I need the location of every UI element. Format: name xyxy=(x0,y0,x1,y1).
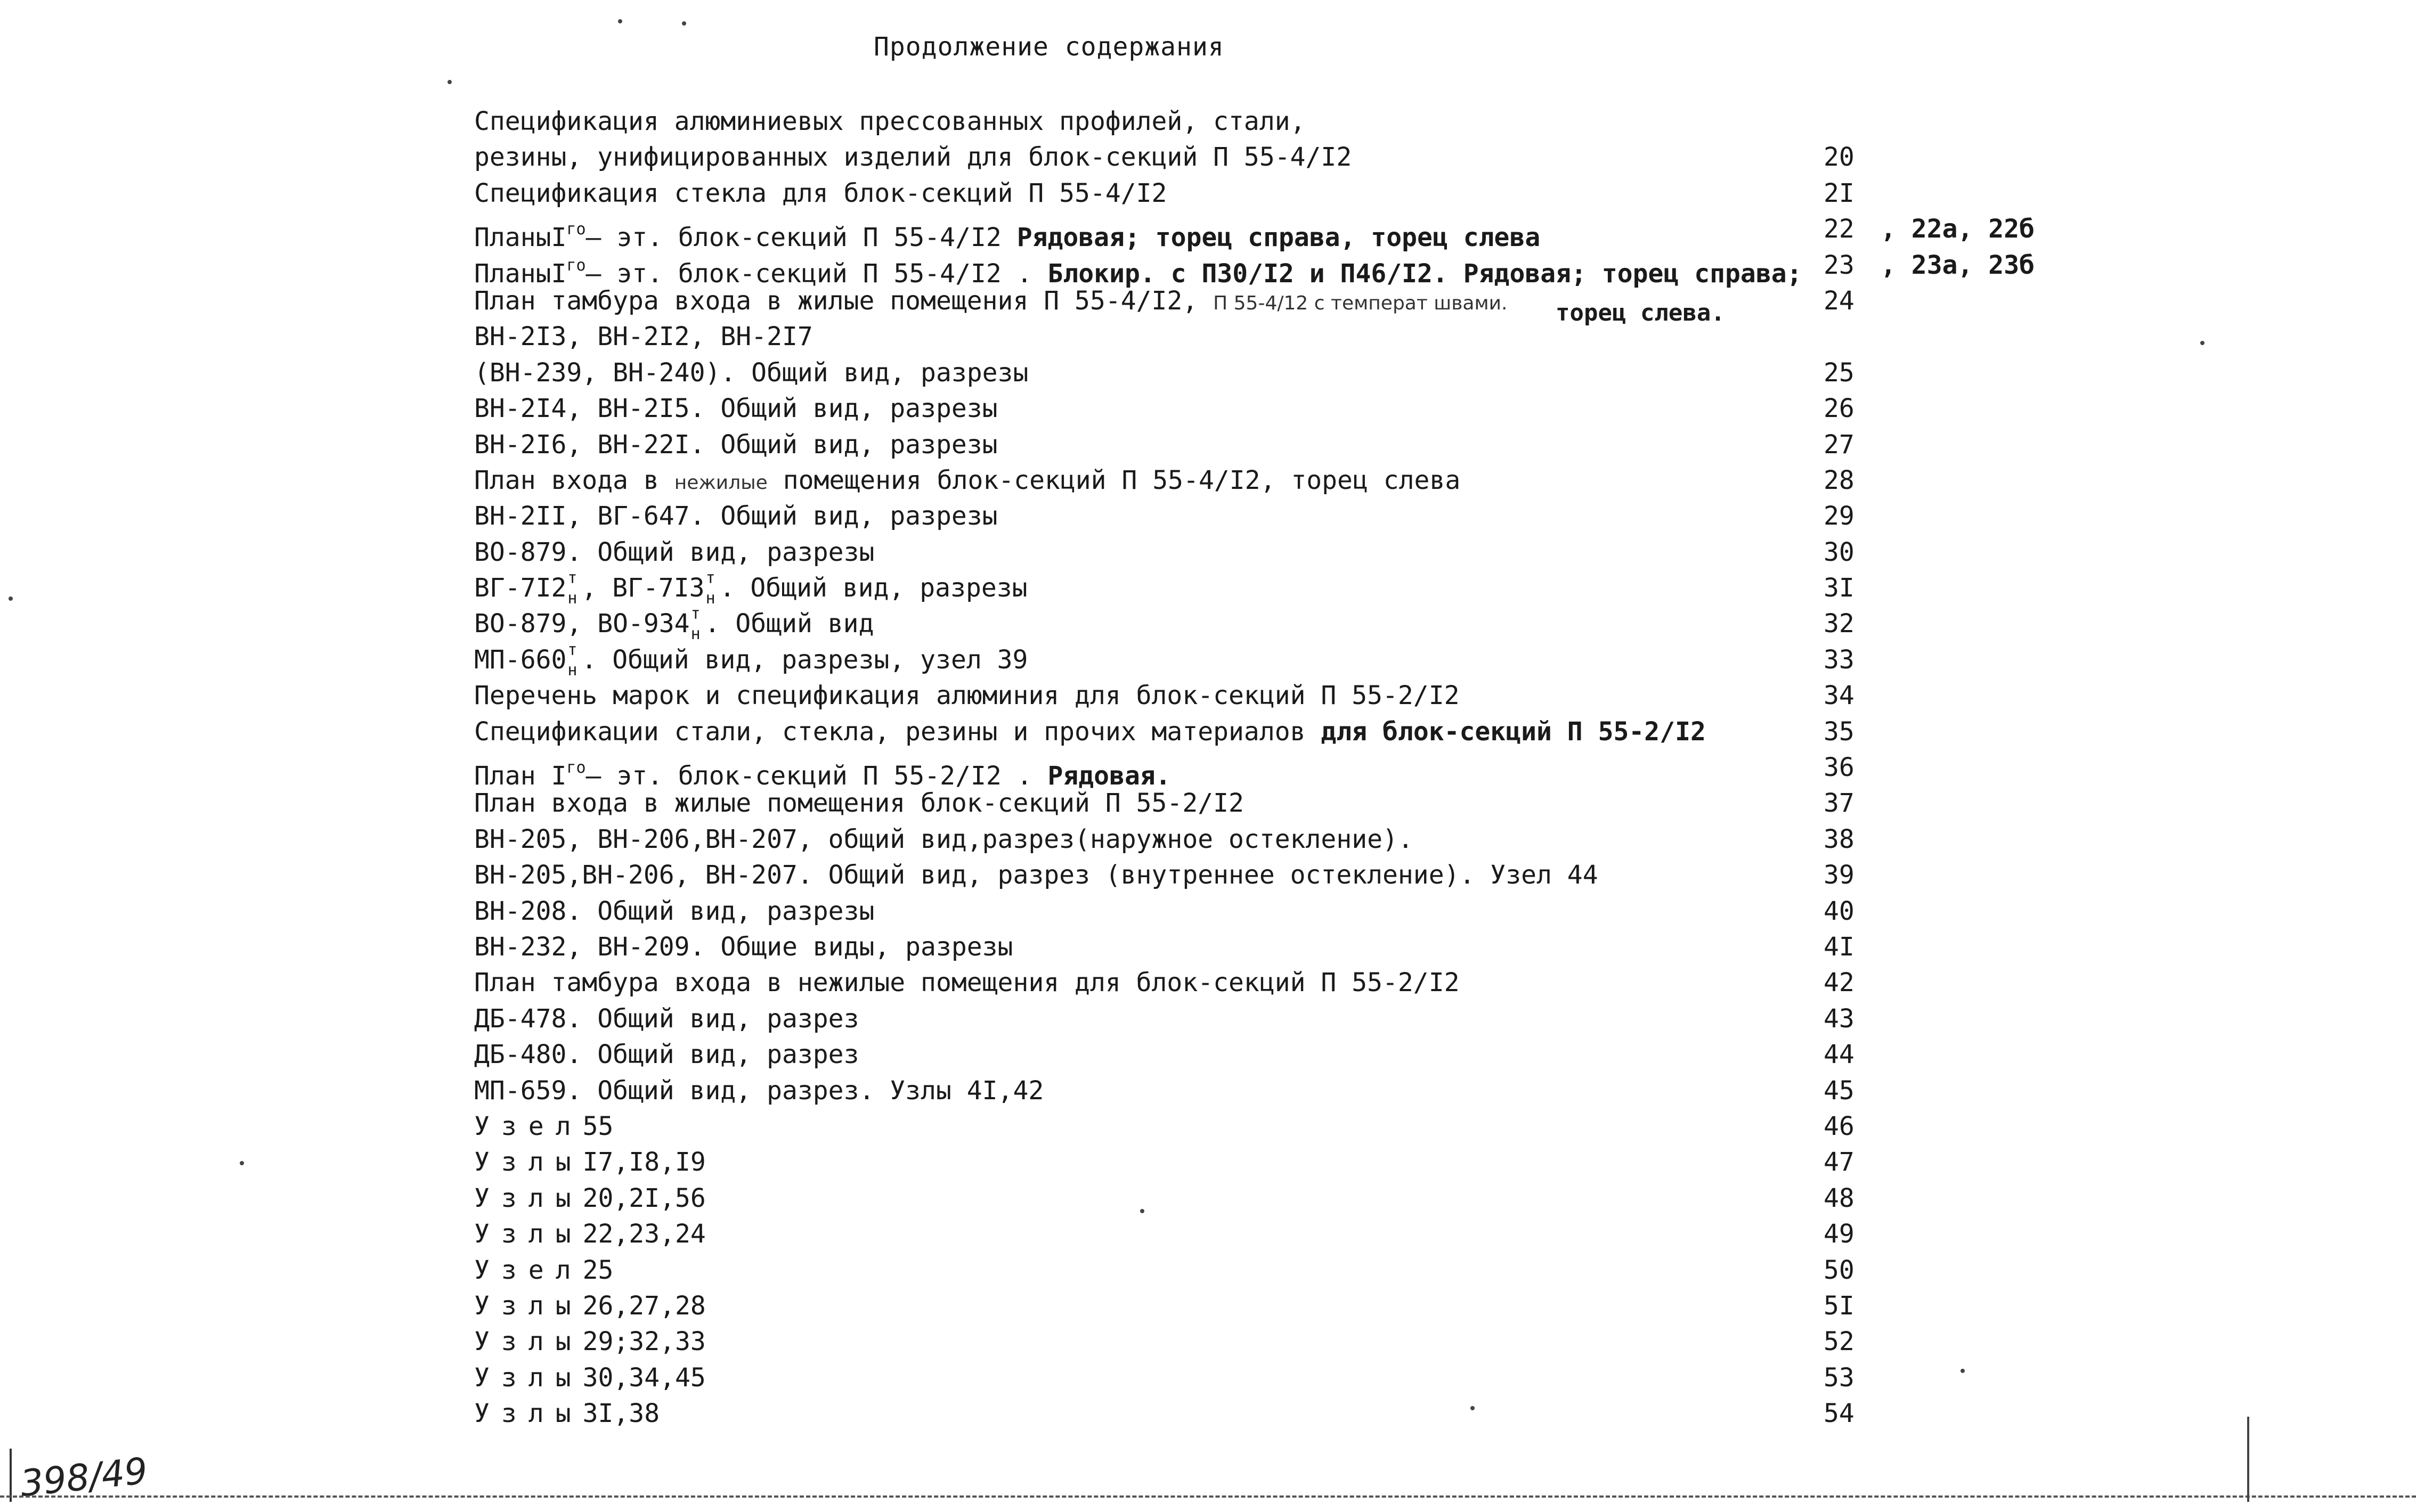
toc-row xyxy=(474,894,2285,929)
toc-entry-text xyxy=(474,642,1028,678)
toc-page-number: 29 xyxy=(1824,501,1854,532)
toc-entry-text xyxy=(474,606,874,642)
toc-entry-text: План тамбура входа в нежилые помещения для блок-секций П 55-2/I2 xyxy=(474,968,1460,998)
scan-speck xyxy=(618,19,622,23)
toc-entry-text: ВН-205,ВН-206, ВН-207. Общий вид, разрез (внутреннее остекление). Узел 44 xyxy=(474,860,1598,890)
toc-entry-text: ВН-208. Общий вид, разрезы xyxy=(474,896,875,926)
toc-row xyxy=(474,678,2285,714)
toc-entry-text xyxy=(474,1216,706,1252)
toc-entry-prefix: План I xyxy=(474,761,567,791)
toc-entry-handwritten: П 55-4/12 с температ швами. xyxy=(1213,292,1508,314)
toc-entry-text: ДБ-478. Общий вид, разрез xyxy=(474,1003,859,1034)
toc-entry-mark: МП-660 xyxy=(474,644,567,675)
toc-page-number: 32 xyxy=(1824,609,1854,639)
subscript: н xyxy=(567,660,577,680)
toc-entry-prefix: ПланыI xyxy=(474,258,567,289)
toc-row xyxy=(474,1109,2285,1145)
toc-entry-bold: Рядовая; торец справа, торец слева xyxy=(1016,223,1541,253)
toc-page-number: 46 xyxy=(1824,1111,1854,1141)
toc-page-number: 54 xyxy=(1824,1399,1854,1429)
node-label: Узлы xyxy=(474,1399,583,1429)
node-label: Узлы xyxy=(474,1183,583,1213)
node-numbers: 26,27,28 xyxy=(582,1290,706,1321)
toc-row xyxy=(474,1396,2285,1432)
toc-entry-note: торец слева. xyxy=(1556,299,1725,326)
toc-row xyxy=(474,104,2285,140)
toc-entry-text: ДБ-480. Общий вид, разрез xyxy=(474,1040,859,1070)
subscript: н xyxy=(705,589,715,608)
toc-entry-middle: – эт. блок-секций П 55-4/I2 xyxy=(585,223,1002,253)
toc-page-number: 27 xyxy=(1824,429,1854,460)
toc-row xyxy=(474,140,2285,175)
toc-entry-text xyxy=(474,714,1706,750)
toc-entry-text xyxy=(474,1396,660,1432)
toc-page-number: 25 xyxy=(1824,357,1854,388)
toc-row xyxy=(474,1360,2285,1396)
inventory-stamp: 398/49 xyxy=(18,1450,150,1506)
toc-page-number: 3I xyxy=(1824,573,1854,603)
toc-row xyxy=(474,965,2285,1001)
toc-page-number: 39 xyxy=(1824,860,1854,890)
toc-entry-handwritten: нежилые xyxy=(674,471,768,494)
superscript: т xyxy=(567,640,577,659)
toc-row xyxy=(474,319,2285,355)
toc-page-number: 23 xyxy=(1824,250,1854,280)
node-numbers: 29;32,33 xyxy=(582,1327,706,1357)
subscript: н xyxy=(690,625,701,644)
toc-entry-text: ВН-2I6, ВН-22I. Общий вид, разрезы xyxy=(474,429,998,460)
toc-entry-text: ВН-232, ВН-209. Общие виды, разрезы xyxy=(474,931,1013,962)
toc-row xyxy=(474,498,2285,534)
toc-entry-text: ВН-2I4, ВН-2I5. Общий вид, разрезы xyxy=(474,394,998,424)
toc-entry-text: ВО-879. Общий вид, разрезы xyxy=(474,537,875,567)
toc-entry-bold: Блокир. с П30/I2 и П46/I2. Рядовая; торец справа; xyxy=(1047,258,1802,289)
toc-row xyxy=(474,1324,2285,1360)
toc-entry-text xyxy=(474,1253,613,1288)
toc-entry-text: ВН-2I3, ВН-2I2, ВН-2I7 xyxy=(474,322,813,352)
toc-row xyxy=(474,283,2285,326)
superscript: т xyxy=(705,569,715,588)
toc-page-number: 22 xyxy=(1824,214,1854,244)
toc-entry-typed: План тамбура входа в жилые помещения П 55-4/I2, xyxy=(474,285,1198,316)
node-label: Узлы xyxy=(474,1219,583,1249)
superscript: го xyxy=(566,256,586,275)
toc-entry-text: Спецификация алюминиевых прессованных профилей, стали, xyxy=(474,107,1306,136)
margin-line xyxy=(10,1449,12,1502)
toc-row xyxy=(474,929,2285,965)
toc-row xyxy=(474,1145,2285,1180)
toc-page-number: 44 xyxy=(1824,1040,1854,1070)
node-numbers: 3I,38 xyxy=(582,1399,660,1429)
toc-page-number: 42 xyxy=(1824,968,1854,998)
toc-entry-suffix: . Общий вид, разрезы xyxy=(719,573,1028,603)
toc-row xyxy=(474,391,2285,427)
toc-page-number: 2I xyxy=(1824,178,1854,208)
toc-row xyxy=(474,1253,2285,1288)
scan-speck xyxy=(448,80,452,84)
page-title: Продолжение содержания xyxy=(874,32,1224,62)
toc-entry-text: (ВН-239, ВН-240). Общий вид, разрезы xyxy=(474,357,1029,388)
toc-row xyxy=(474,1216,2285,1252)
node-label: Узлы xyxy=(474,1147,583,1178)
node-label: Узлы xyxy=(474,1327,583,1357)
node-label: Узлы xyxy=(474,1290,583,1321)
toc-page-number: 35 xyxy=(1824,716,1854,747)
toc-entry-text: План входа в жилые помещения блок-секций П 55-2/I2 xyxy=(474,788,1244,819)
toc-page-number: 50 xyxy=(1824,1255,1854,1285)
toc-extra-pages: , 23а, 23б xyxy=(1881,250,2035,280)
node-numbers: 20,2I,56 xyxy=(582,1183,706,1213)
toc-page-number: 45 xyxy=(1824,1075,1854,1106)
toc-page-number: 5I xyxy=(1824,1290,1854,1321)
frame-edge-line xyxy=(2247,1417,2249,1502)
toc-row xyxy=(474,535,2285,570)
toc-page-number: 38 xyxy=(1824,824,1854,854)
toc-entry-mark: , ВГ-7I3 xyxy=(581,573,705,603)
table-of-contents xyxy=(474,104,2285,1432)
toc-entry-text: Спецификация стекла для блок-секций П 55-4/I2 xyxy=(474,178,1167,208)
toc-entry-text xyxy=(474,283,1507,321)
toc-row xyxy=(474,211,2285,253)
node-label: Узел xyxy=(474,1255,583,1285)
toc-entry-text xyxy=(474,570,1028,606)
toc-page-number: 43 xyxy=(1824,1003,1854,1034)
toc-row xyxy=(474,714,2285,750)
toc-page-number: 37 xyxy=(1824,788,1854,819)
toc-row xyxy=(474,427,2285,463)
toc-entry-prefix: ПланыI xyxy=(474,223,567,253)
toc-row xyxy=(474,355,2285,391)
toc-page-number: 26 xyxy=(1824,394,1854,424)
toc-row xyxy=(474,570,2285,606)
toc-entry-bold: для блок-секций П 55-2/I2 xyxy=(1321,716,1706,747)
toc-entry-text: ВН-205, ВН-206,ВН-207, общий вид,разрез(наружное остекление). xyxy=(474,824,1413,854)
superscript: го xyxy=(566,758,586,778)
toc-row xyxy=(474,1288,2285,1324)
scan-speck xyxy=(1961,1369,1965,1373)
toc-row xyxy=(474,606,2285,642)
toc-page-number: 40 xyxy=(1824,896,1854,926)
node-label: Узлы xyxy=(474,1362,583,1393)
toc-row xyxy=(474,857,2285,893)
toc-entry-prefix: План входа в xyxy=(474,465,659,495)
toc-row xyxy=(474,463,2285,498)
toc-entry-suffix: помещения блок-секций П 55-4/I2, торец слева xyxy=(783,465,1461,495)
toc-row xyxy=(474,750,2285,791)
scan-speck xyxy=(1140,1209,1144,1213)
superscript: т xyxy=(690,604,701,624)
scan-speck xyxy=(1470,1406,1475,1410)
superscript: го xyxy=(566,220,586,239)
toc-entry-text xyxy=(474,1360,706,1396)
node-label: Узел xyxy=(474,1111,583,1141)
toc-entry-text: резины, унифицированных изделий для блок-секций П 55-4/I2 xyxy=(474,142,1352,173)
toc-entry-suffix: . Общий вид, разрезы, узел 39 xyxy=(581,644,1028,675)
toc-row xyxy=(474,248,2285,289)
toc-entry-text xyxy=(474,463,1460,501)
toc-page-number: 33 xyxy=(1824,644,1854,675)
node-numbers: 25 xyxy=(582,1255,614,1285)
toc-page-number: 24 xyxy=(1824,285,1854,316)
node-numbers: 55 xyxy=(582,1111,614,1141)
toc-row xyxy=(474,642,2285,678)
toc-page-number: 36 xyxy=(1824,753,1854,783)
toc-page-number: 34 xyxy=(1824,681,1854,711)
scan-speck xyxy=(682,21,686,26)
toc-entry-text: ВН-2II, ВГ-647. Общий вид, разрезы xyxy=(474,501,998,532)
toc-page-number: 53 xyxy=(1824,1362,1854,1393)
toc-page-number: 28 xyxy=(1824,465,1854,495)
toc-page-number: 49 xyxy=(1824,1219,1854,1249)
toc-entry-text xyxy=(474,1324,706,1360)
toc-entry-typed: Спецификации стали, стекла, резины и прочих материалов xyxy=(474,716,1306,747)
scan-speck xyxy=(9,596,13,601)
toc-row xyxy=(474,1001,2285,1037)
bottom-border-line xyxy=(0,1495,2416,1498)
scan-speck xyxy=(240,1161,244,1165)
toc-entry-text xyxy=(474,1145,706,1180)
toc-entry-text xyxy=(474,1109,613,1145)
scan-speck xyxy=(2200,341,2205,345)
toc-entry-text xyxy=(474,1288,706,1324)
toc-row xyxy=(474,822,2285,857)
subscript: н xyxy=(567,589,577,608)
toc-page-number: 52 xyxy=(1824,1327,1854,1357)
toc-entry-text: МП-659. Общий вид, разрез. Узлы 4I,42 xyxy=(474,1075,1044,1106)
toc-row xyxy=(474,1037,2285,1073)
toc-entry-text xyxy=(474,1181,706,1216)
node-numbers: 22,23,24 xyxy=(582,1219,706,1249)
toc-page-number: 47 xyxy=(1824,1147,1854,1178)
toc-page-number: 30 xyxy=(1824,537,1854,567)
toc-extra-pages: , 22а, 22б xyxy=(1881,214,2035,244)
toc-row xyxy=(474,1181,2285,1216)
toc-entry-middle: – эт. блок-секций П 55-2/I2 . xyxy=(585,761,1032,791)
toc-page-number: 4I xyxy=(1824,931,1854,962)
toc-row xyxy=(474,176,2285,211)
toc-page-number: 48 xyxy=(1824,1183,1854,1213)
toc-entry-bold: Рядовая. xyxy=(1047,761,1171,791)
toc-entry-mark: ВГ-7I2 xyxy=(474,573,567,603)
toc-entry-suffix: . Общий вид xyxy=(704,609,874,639)
toc-entry-mark: ВО-879, ВО-934 xyxy=(474,609,690,639)
toc-row xyxy=(474,786,2285,821)
toc-entry-middle: – эт. блок-секций П 55-4/I2 . xyxy=(585,258,1032,289)
node-numbers: 30,34,45 xyxy=(582,1362,706,1393)
toc-entry-text: Перечень марок и спецификация алюминия для блок-секций П 55-2/I2 xyxy=(474,681,1460,711)
toc-row xyxy=(474,1073,2285,1109)
superscript: т xyxy=(567,569,577,588)
toc-page-number: 20 xyxy=(1824,142,1854,173)
node-numbers: I7,I8,I9 xyxy=(582,1147,706,1178)
